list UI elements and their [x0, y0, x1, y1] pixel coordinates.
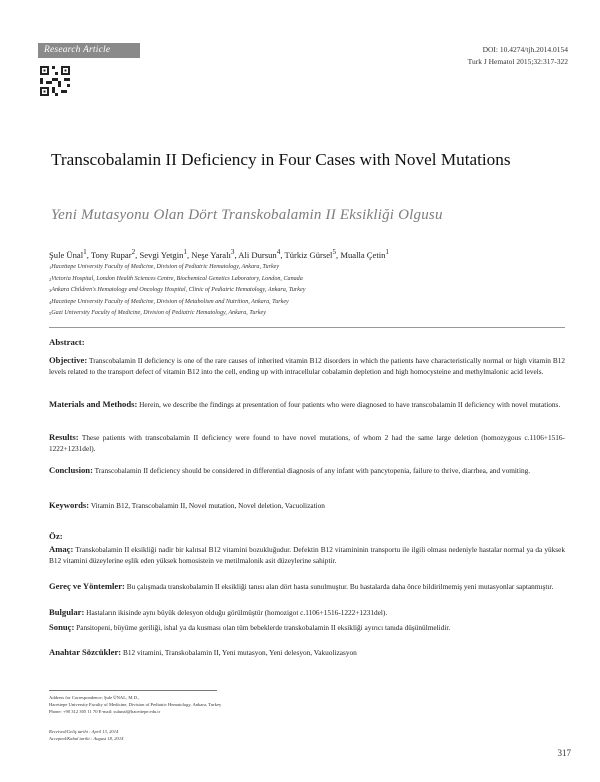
affiliation: $^4$Hacettepe University Faculty of Medicine, Division of Metabolism and Nutrition, Ankara, Turkey: [49, 298, 289, 305]
author: Sevgi Yetgin$^1$,: [139, 248, 192, 260]
author: Türkiz Gürsel$^5$,: [284, 248, 341, 260]
oz-anahtar: Anahtar Sözcükler: B12 vitamini, Transkobalamin II, Yeni mutasyon, Yeni delesyon, Vakuolizasyon: [49, 647, 357, 657]
accepted-date: Accepted/Kabul tarihi : August 18, 2014: [49, 736, 124, 742]
affiliation: $^5$Gazi University Faculty of Medicine, Division of Pediatric Hematology, Ankara, Turkey: [49, 310, 266, 316]
abstract-methods: Materials and Methods: Herein, we describe the findings at presentation of four patients who were diagnosed to have transcobalamin II deficiency with novel mutations.: [49, 399, 561, 409]
oz-amac: Amaç: Transkobalamin II eksikliği nadir bir kalıtsal B12 vitamini bozukluğudur. Defektin B12 vitamininin transportu ile ilgili olması nedeniyle hastalar normal ya da yüksek B12 vitamini düzeylerine eşlik eden yüksek homosistein ve metilmalonik asit düzeylerine sahiptir.: [49, 544, 565, 565]
correspondence: [49, 694, 409, 716]
author: Şule Ünal$^1$,: [49, 248, 91, 260]
author: Neşe Yaralı$^3$,: [191, 248, 239, 260]
page-number: 317: [557, 748, 571, 758]
affiliation: $^1$Hacettepe University Faculty of Medicine, Division of Pediatric Hematology, Ankara, Turkey: [49, 264, 280, 270]
received-date: Received/Geliş tarihi : April 13, 2014: [49, 729, 119, 734]
doi-link[interactable]: DOI: 10.4274/tjh.2014.0154: [482, 45, 568, 54]
section-divider: [49, 327, 565, 328]
oz-sonuc: Sonuç: Pansitopeni, büyüme geriliği, ishal ya da kusması olan tüm bebeklerde transkobalamin II eksikliği ayırıcı tanıda düşünülmelidir.: [49, 622, 451, 632]
article-type-tag: Research Article: [38, 43, 140, 58]
correspondence-line: Phone: +90 312 305 11 70 E-mail: sulunal@hacettepe.edu.tr: [49, 709, 161, 715]
article-title-turkish: Yeni Mutasyonu Olan Dört Transkobalamin II Eksikliği Olgusu: [51, 207, 443, 223]
affiliation: $^2$Victoria Hospital, London Health Sciences Centre, Biochemical Genetics Laboratory, London, Canada: [49, 275, 303, 282]
qr-code-icon: [40, 66, 70, 96]
affiliation: $^3$Ankara Children's Hematology and Oncology Hospital, Clinic of Pediatric Hematology, Ankara, Turkey: [49, 287, 306, 293]
oz-heading: Öz:: [49, 531, 63, 541]
abstract-conclusion: Conclusion: Transcobalamin II deficiency should be considered in differential diagnosis of any infant with pancytopenia, failure to thrive, diarrhea, and vomiting.: [49, 465, 531, 475]
doi-block: [468, 44, 568, 67]
article-title: Transcobalamin II Deficiency in Four Cases with Novel Mutations: [51, 150, 511, 169]
author: Ali Dursun$^4$,: [238, 248, 285, 260]
author: Tony Rupar$^2$,: [90, 248, 140, 260]
correspondence-line: Address for Correspondence: Şule ÜNAL, M.D.,: [49, 695, 140, 700]
footnote-divider: [49, 690, 217, 691]
abstract-heading: Abstract:: [49, 337, 85, 347]
abstract-results: Results: These patients with transcobalamin II deficiency were found to have novel mutations, of whom 2 had the same large deletion (homozygous c.1106+1516-1222+1231del).: [49, 432, 565, 453]
abstract-keywords: Keywords: Vitamin B12, Transcobalamin II, Novel mutation, Novel deletion, Vacuolization: [49, 500, 325, 510]
article-dates: [49, 728, 123, 742]
affiliation-list: [49, 262, 569, 320]
abstract-objective: Objective: Transcobalamin II deficiency is one of the rare causes of inherited vitamin B12 disorders in which the patients have characteristically normal or high vitamin B12 levels related to the transport defect of vitamin B12 into the cell, ending up with intracellular cobalamin depletion and high homocysteine and methylmalonic acid levels.: [49, 355, 565, 376]
author-list: [49, 248, 569, 260]
oz-gerec: Gereç ve Yöntemler: Bu çalışmada transkobalamin II eksikliği tanısı alan dört hasta sunulmuştur. Bu hastalarda daha önce bildirilmemiş yeni mutasyonlar saptanmıştır.: [49, 581, 554, 591]
journal-reference: Turk J Hematol 2015;32:317-322: [467, 56, 568, 66]
oz-bulgular: Bulgular: Hastaların ikisinde aynı büyük delesyon olduğu görülmüştür (homozigot c.1106+1516-1222+1231del).: [49, 607, 388, 617]
author: Mualla Çetin$^1$: [340, 248, 389, 260]
correspondence-line: Hacettepe University Faculty of Medicine, Division of Pediatric Hematology, Ankara, Turkey: [49, 702, 222, 708]
